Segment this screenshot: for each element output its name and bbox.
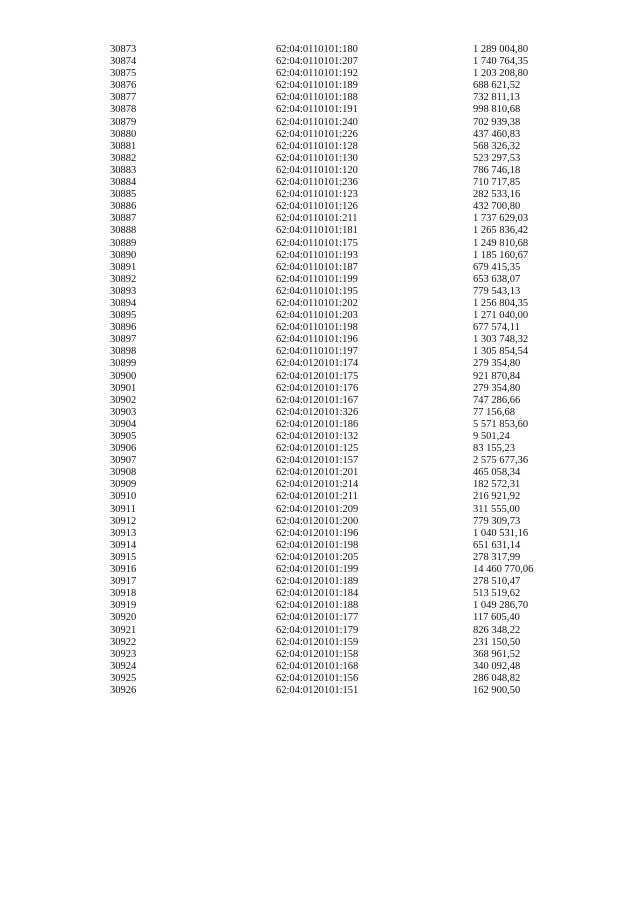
cadastral-number: 62:04:0110101:120 [276, 164, 358, 176]
row-number: 30894 [110, 297, 137, 309]
row-number: 30924 [110, 660, 137, 672]
row-number: 30906 [110, 443, 137, 455]
cadastral-number: 62:04:0120101:157 [276, 455, 359, 467]
table-row [0, 104, 640, 116]
table-row [0, 685, 640, 697]
table-row [0, 346, 640, 358]
cadastral-value: 1 271 040,00 [473, 310, 529, 322]
row-number: 30897 [110, 334, 137, 346]
table-row [0, 443, 640, 455]
cadastral-value: 513 519,62 [473, 588, 521, 600]
row-number: 30890 [110, 249, 137, 261]
cadastral-value: 311 555,00 [473, 503, 520, 515]
row-number: 30907 [110, 455, 137, 467]
cadastral-value: 568 326,32 [473, 140, 521, 152]
cadastral-number: 62:04:0120101:186 [276, 418, 359, 430]
table-row [0, 189, 640, 201]
cadastral-value: 747 286,66 [473, 394, 521, 406]
table-row [0, 419, 640, 431]
cadastral-number: 62:04:0120101:209 [276, 503, 359, 515]
row-number: 30916 [110, 564, 137, 576]
table-row [0, 455, 640, 467]
cadastral-value: 282 533,16 [473, 189, 521, 201]
row-number: 30877 [110, 92, 137, 104]
table-row [0, 322, 640, 334]
cadastral-number: 62:04:0120101:168 [276, 660, 359, 672]
row-number: 30896 [110, 322, 137, 334]
cadastral-value-table [0, 44, 640, 697]
cadastral-value: 679 415,35 [473, 261, 521, 273]
cadastral-number: 62:04:0110101:181 [276, 225, 358, 237]
table-row [0, 44, 640, 56]
cadastral-value: 1 289 004,80 [473, 44, 529, 55]
table-row [0, 588, 640, 600]
table-row [0, 213, 640, 225]
cadastral-number: 62:04:0120101:176 [276, 382, 359, 394]
cadastral-value: 340 092,48 [473, 660, 521, 672]
cadastral-number: 62:04:0110101:188 [276, 92, 358, 104]
cadastral-value: 1 249 810,68 [473, 237, 529, 249]
row-number: 30898 [110, 346, 137, 358]
row-number: 30873 [110, 44, 137, 55]
cadastral-value: 779 309,73 [473, 515, 521, 527]
table-row [0, 129, 640, 141]
cadastral-value: 1 305 854,54 [473, 346, 529, 358]
row-number: 30892 [110, 273, 137, 285]
table-row [0, 238, 640, 250]
cadastral-number: 62:04:0110101:236 [276, 177, 358, 189]
row-number: 30911 [110, 503, 136, 515]
cadastral-value: 9 501,24 [473, 431, 510, 442]
table-row [0, 467, 640, 479]
cadastral-value: 77 156,68 [473, 406, 515, 418]
cadastral-number: 62:04:0110101:202 [276, 297, 358, 309]
row-number: 30912 [110, 515, 137, 527]
table-row [0, 383, 640, 395]
cadastral-value: 1 040 531,16 [473, 527, 529, 539]
cadastral-value: 1 203 208,80 [473, 68, 529, 80]
cadastral-value: 182 572,31 [473, 479, 521, 491]
table-row [0, 576, 640, 588]
cadastral-value: 702 939,38 [473, 116, 521, 128]
cadastral-number: 62:04:0120101:188 [276, 600, 359, 612]
cadastral-number: 62:04:0120101:151 [276, 684, 359, 696]
row-number: 30901 [110, 382, 137, 394]
row-number: 30908 [110, 467, 137, 479]
cadastral-number: 62:04:0120101:205 [276, 551, 359, 563]
cadastral-value: 216 921,92 [473, 491, 521, 503]
row-number: 30879 [110, 116, 137, 128]
table-row [0, 358, 640, 370]
table-row [0, 201, 640, 213]
table-row [0, 225, 640, 237]
cadastral-number: 62:04:0110101:226 [276, 128, 358, 140]
cadastral-value: 14 460 770,06 [473, 564, 534, 576]
cadastral-number: 62:04:0120101:156 [276, 672, 359, 684]
cadastral-number: 62:04:0110101:196 [276, 334, 358, 346]
table-row [0, 274, 640, 286]
row-number: 30900 [110, 370, 137, 382]
cadastral-value: 83 155,23 [473, 443, 515, 455]
table-row [0, 504, 640, 516]
cadastral-number: 62:04:0120101:200 [276, 515, 359, 527]
cadastral-value: 1 740 764,35 [473, 56, 529, 68]
table-row [0, 491, 640, 503]
cadastral-number: 62:04:0120101:211 [276, 491, 358, 503]
table-row [0, 310, 640, 322]
table-row [0, 250, 640, 262]
table-row [0, 564, 640, 576]
cadastral-value: 523 297,53 [473, 152, 521, 164]
table-row [0, 153, 640, 165]
table-row [0, 552, 640, 564]
row-number: 30918 [110, 588, 137, 600]
row-number: 30922 [110, 636, 137, 648]
cadastral-value: 231 150,50 [473, 636, 521, 648]
cadastral-value: 1 737 629,03 [473, 213, 529, 225]
table-row [0, 371, 640, 383]
row-number: 30921 [110, 624, 137, 636]
cadastral-value: 1 185 160,67 [473, 249, 529, 261]
cadastral-value: 465 058,34 [473, 467, 521, 479]
cadastral-value: 826 348,22 [473, 624, 521, 636]
row-number: 30913 [110, 527, 137, 539]
table-row [0, 56, 640, 68]
cadastral-number: 62:04:0110101:175 [276, 237, 358, 249]
table-row [0, 141, 640, 153]
cadastral-value: 368 961,52 [473, 648, 521, 660]
cadastral-value: 786 746,18 [473, 164, 521, 176]
cadastral-number: 62:04:0110101:189 [276, 80, 358, 92]
table-row [0, 68, 640, 80]
cadastral-value: 286 048,82 [473, 672, 521, 684]
cadastral-value: 732 811,13 [473, 92, 520, 104]
row-number: 30874 [110, 56, 137, 68]
cadastral-number: 62:04:0110101:126 [276, 201, 358, 213]
cadastral-number: 62:04:0110101:199 [276, 273, 358, 285]
cadastral-number: 62:04:0120101:189 [276, 576, 359, 588]
cadastral-value: 779 543,13 [473, 285, 521, 297]
row-number: 30891 [110, 261, 137, 273]
row-number: 30914 [110, 539, 137, 551]
cadastral-number: 62:04:0110101:195 [276, 285, 358, 297]
cadastral-value: 1 256 804,35 [473, 297, 529, 309]
cadastral-number: 62:04:0110101:130 [276, 152, 358, 164]
table-row [0, 407, 640, 419]
row-number: 30919 [110, 600, 137, 612]
cadastral-value: 998 810,68 [473, 104, 521, 116]
row-number: 30905 [110, 431, 137, 442]
row-number: 30895 [110, 310, 137, 322]
row-number: 30886 [110, 201, 137, 213]
cadastral-number: 62:04:0120101:179 [276, 624, 359, 636]
table-row [0, 649, 640, 661]
row-number: 30917 [110, 576, 137, 588]
cadastral-number: 62:04:0120101:199 [276, 564, 359, 576]
cadastral-value: 1 265 836,42 [473, 225, 529, 237]
cadastral-number: 62:04:0110101:240 [276, 116, 358, 128]
row-number: 30902 [110, 394, 137, 406]
table-row [0, 298, 640, 310]
row-number: 30878 [110, 104, 137, 116]
row-number: 30893 [110, 285, 137, 297]
cadastral-number: 62:04:0110101:207 [276, 56, 358, 68]
cadastral-number: 62:04:0120101:167 [276, 394, 359, 406]
cadastral-number: 62:04:0110101:128 [276, 140, 358, 152]
cadastral-number: 62:04:0120101:125 [276, 443, 359, 455]
cadastral-value: 279 354,80 [473, 358, 521, 370]
row-number: 30876 [110, 80, 137, 92]
row-number: 30909 [110, 479, 137, 491]
cadastral-value: 921 870,84 [473, 370, 521, 382]
cadastral-number: 62:04:0110101:192 [276, 68, 358, 80]
cadastral-number: 62:04:0120101:196 [276, 527, 359, 539]
table-row [0, 528, 640, 540]
table-row [0, 516, 640, 528]
table-row [0, 80, 640, 92]
row-number: 30923 [110, 648, 137, 660]
row-number: 30883 [110, 164, 137, 176]
cadastral-number: 62:04:0120101:158 [276, 648, 359, 660]
row-number: 30920 [110, 612, 137, 624]
cadastral-value: 5 571 853,60 [473, 418, 529, 430]
cadastral-number: 62:04:0110101:203 [276, 310, 358, 322]
cadastral-number: 62:04:0120101:184 [276, 588, 359, 600]
cadastral-value: 1 049 286,70 [473, 600, 529, 612]
row-number: 30885 [110, 189, 137, 201]
row-number: 30915 [110, 551, 137, 563]
cadastral-value: 278 510,47 [473, 576, 521, 588]
row-number: 30875 [110, 68, 137, 80]
row-number: 30880 [110, 128, 137, 140]
table-row [0, 661, 640, 673]
cadastral-number: 62:04:0120101:214 [276, 479, 359, 491]
cadastral-number: 62:04:0110101:198 [276, 322, 358, 334]
table-row [0, 286, 640, 298]
table-row [0, 637, 640, 649]
table-row [0, 612, 640, 624]
cadastral-number: 62:04:0120101:175 [276, 370, 359, 382]
table-row [0, 334, 640, 346]
row-number: 30889 [110, 237, 137, 249]
table-row [0, 625, 640, 637]
cadastral-number: 62:04:0110101:197 [276, 346, 358, 358]
table-row [0, 395, 640, 407]
row-number: 30925 [110, 672, 137, 684]
cadastral-number: 62:04:0120101:198 [276, 539, 359, 551]
row-number: 30903 [110, 406, 137, 418]
row-number: 30884 [110, 177, 137, 189]
cadastral-number: 62:04:0110101:211 [276, 213, 358, 225]
cadastral-value: 677 574,11 [473, 322, 520, 334]
row-number: 30910 [110, 491, 137, 503]
table-row [0, 262, 640, 274]
cadastral-value: 2 575 677,36 [473, 455, 529, 467]
table-row [0, 673, 640, 685]
cadastral-value: 710 717,85 [473, 177, 521, 189]
table-row [0, 540, 640, 552]
cadastral-number: 62:04:0120101:177 [276, 612, 359, 624]
cadastral-value: 278 317,99 [473, 551, 521, 563]
table-row [0, 479, 640, 491]
cadastral-number: 62:04:0110101:191 [276, 104, 358, 116]
row-number: 30888 [110, 225, 137, 237]
row-number: 30887 [110, 213, 137, 225]
cadastral-value: 432 700,80 [473, 201, 521, 213]
cadastral-number: 62:04:0110101:193 [276, 249, 358, 261]
cadastral-value: 117 605,40 [473, 612, 520, 624]
cadastral-value: 437 460,83 [473, 128, 521, 140]
cadastral-number: 62:04:0120101:174 [276, 358, 359, 370]
cadastral-value: 279 354,80 [473, 382, 521, 394]
cadastral-number: 62:04:0120101:132 [276, 431, 359, 442]
cadastral-value: 688 621,52 [473, 80, 521, 92]
row-number: 30882 [110, 152, 137, 164]
cadastral-value: 651 631,14 [473, 539, 521, 551]
table-row [0, 165, 640, 177]
table-row [0, 92, 640, 104]
cadastral-number: 62:04:0120101:159 [276, 636, 359, 648]
cadastral-number: 62:04:0110101:180 [276, 44, 358, 55]
row-number: 30926 [110, 684, 137, 696]
cadastral-number: 62:04:0120101:201 [276, 467, 359, 479]
cadastral-value: 653 638,07 [473, 273, 521, 285]
row-number: 30881 [110, 140, 137, 152]
cadastral-number: 62:04:0110101:123 [276, 189, 358, 201]
row-number: 30899 [110, 358, 137, 370]
table-row [0, 600, 640, 612]
cadastral-value: 162 900,50 [473, 684, 521, 696]
cadastral-number: 62:04:0110101:187 [276, 261, 358, 273]
table-row [0, 431, 640, 443]
cadastral-value: 1 303 748,32 [473, 334, 529, 346]
row-number: 30904 [110, 418, 137, 430]
cadastral-number: 62:04:0120101:326 [276, 406, 359, 418]
table-row [0, 177, 640, 189]
table-row [0, 117, 640, 129]
